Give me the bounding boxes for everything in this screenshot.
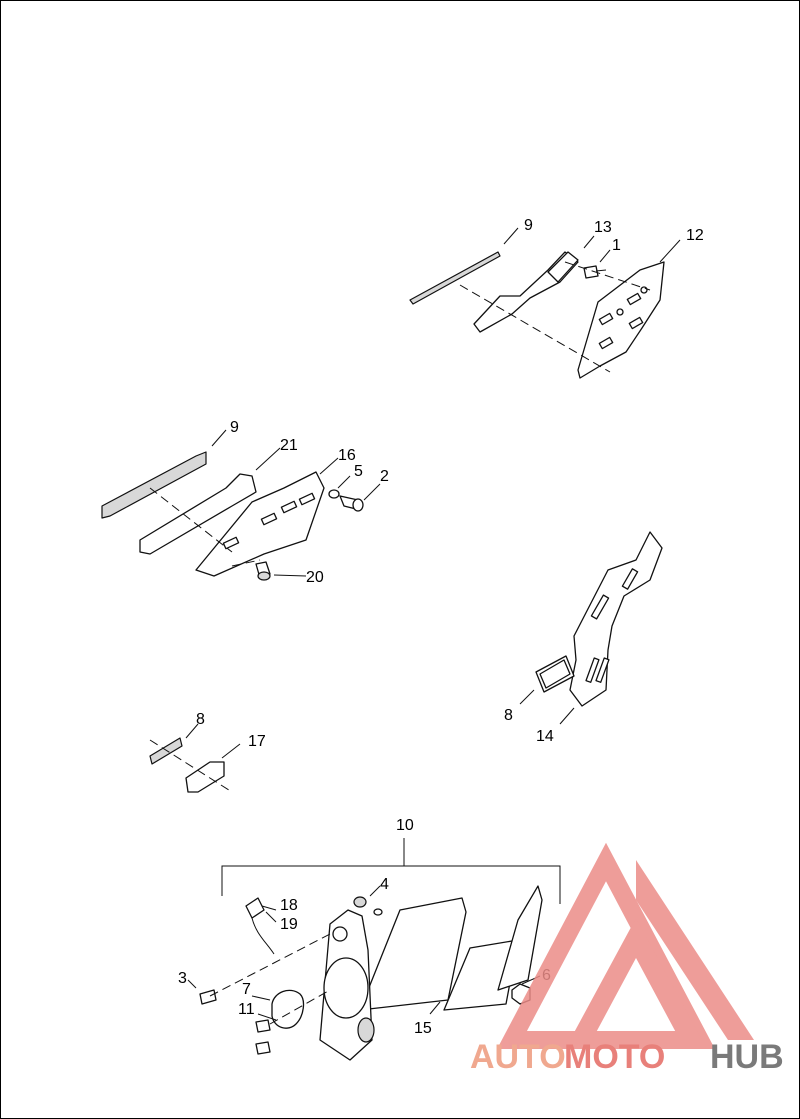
part-2-bolt [340,496,363,511]
callout-10: 10 [396,817,414,834]
assembly-top-right [410,228,680,378]
part-3-screw [200,990,216,1004]
watermark-word-moto: MOTO [564,1038,666,1076]
part-small-screws [256,1020,270,1054]
callout-5: 5 [354,463,363,480]
assembly-bottom [188,838,560,1060]
callout-21: 21 [280,437,298,454]
part-5-washer [329,490,339,498]
callout-19: 19 [280,916,298,933]
part-18-19-connector [246,898,274,954]
part-9-strip-b [102,452,206,518]
callout-8-left: 8 [196,711,205,728]
callout-9-top: 9 [524,217,533,234]
part-8-pad-b [150,738,182,764]
assembly-left-lower [150,724,240,792]
callout-18: 18 [280,897,298,914]
part-14-bracket [570,532,662,706]
callout-2: 2 [380,468,389,485]
watermark-logo [512,860,754,1040]
callout-6: 6 [542,967,551,984]
part-10-bracket-line [222,866,560,904]
part-7-housing [320,910,374,1060]
callout-16: 16 [338,447,356,464]
part-20-knob [256,562,270,580]
callout-17: 17 [248,733,266,750]
callout-1: 1 [612,237,621,254]
part-9-strip-a [410,252,500,304]
watermark-word-hub: HUB [710,1038,784,1076]
callout-11: 11 [238,1001,255,1018]
callout-13: 13 [594,219,612,236]
callout-7: 7 [242,981,251,998]
assembly-right-middle [520,532,662,724]
watermark-text [470,1038,784,1076]
part-11-clip [272,990,303,1028]
part-4-screw [354,897,382,915]
callout-4: 4 [380,876,389,893]
callout-8-right: 8 [504,707,513,724]
callout-12: 12 [686,227,704,244]
part-12-plate [578,262,664,378]
callout-3: 3 [178,970,187,987]
callout-20: 20 [306,569,324,586]
watermark-word-auto: AUTO [470,1038,566,1076]
callout-14: 14 [536,728,554,745]
callout-15: 15 [414,1020,432,1037]
callout-9-middle: 9 [230,419,239,436]
